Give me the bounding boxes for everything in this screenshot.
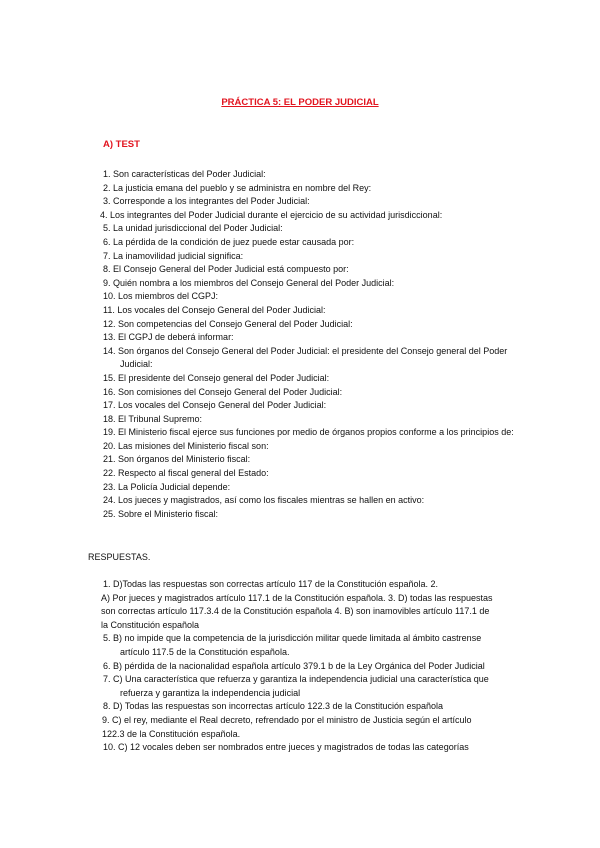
answer-item: 6. B) pérdida de la nacionalidad española artículo 379.1 b de la Ley Orgánica del Poder Judicial: [103, 660, 485, 671]
question-item: 14. Son órganos del Consejo General del Poder Judicial: el presidente del Consejo general del Poder Judicial:: [103, 345, 508, 370]
question-item: 22. Respecto al fiscal general del Estado:: [103, 468, 269, 479]
question-item: 11. Los vocales del Consejo General del Poder Judicial:: [103, 304, 326, 315]
answer-item: 7. C) Una característica que refuerza y garantiza la independencia judicial una característica que refuerza y garantiza la independencia judicial: [103, 674, 489, 698]
question-item: 23. La Policía Judicial depende:: [103, 481, 231, 492]
question-item: 12. Son competencias del Consejo General del Poder Judicial:: [103, 318, 353, 329]
answer-list: [103, 578, 495, 755]
question-item: 19. El Ministerio fiscal ejerce sus funciones por medio de órganos propios conforme a los principios de:: [103, 427, 514, 438]
question-item: 5. La unidad jurisdiccional del Poder Judicial:: [103, 223, 283, 234]
question-item: 16. Son comisiones del Consejo General del Poder Judicial:: [103, 386, 343, 397]
question-item: 21. Son órganos del Ministerio fiscal:: [103, 454, 251, 465]
question-item: 8. El Consejo General del Poder Judicial está compuesto por:: [103, 264, 349, 275]
question-list: [100, 168, 523, 521]
question-item: 20. Las misiones del Ministerio fiscal son:: [103, 440, 269, 451]
page-title: PRÁCTICA 5: EL PODER JUDICIAL: [221, 97, 379, 108]
question-item: 13. El CGPJ de deberá informar:: [103, 332, 234, 343]
question-item: 7. La inamovilidad judicial significa:: [103, 250, 244, 261]
section-heading: A) TEST: [103, 139, 140, 150]
question-item: 3. Corresponde a los integrantes del Poder Judicial:: [103, 196, 310, 207]
question-item: 18. El Tribunal Supremo:: [103, 413, 203, 424]
question-item: 9. Quién nombra a los miembros del Consejo General del Poder Judicial:: [103, 277, 395, 288]
answer-item: 10. C) 12 vocales deben ser nombrados entre jueces y magistrados de todas las categorías: [103, 742, 469, 753]
answer-item: A) Por jueces y magistrados artículo 117.1 de la Constitución española. 3. D) todas las respuestas son correctas artículo 117.3.4 de la Constitución española 4. B) son inamovibles artículo 117.1 de la Constitución española: [101, 592, 493, 630]
question-item: 25. Sobre el Ministerio fiscal:: [103, 508, 219, 519]
answer-item: 5. B) no impide que la competencia de la jurisdicción militar quede limitada al ámbito castrense artículo 117.5 de la Constitución española.: [103, 633, 482, 657]
question-item: 4. Los integrantes del Poder Judicial durante el ejercicio de su actividad jurisdiccional:: [100, 209, 443, 220]
question-item: 15. El presidente del Consejo general del Poder Judicial:: [103, 372, 330, 383]
question-item: 1. Son características del Poder Judicial:: [103, 169, 266, 179]
answer-item: 9. C) el rey, mediante el Real decreto, refrendado por el ministro de Justicia según el artículo 122.3 de la Constitución española.: [102, 714, 472, 739]
question-item: 17. Los vocales del Consejo General del Poder Judicial:: [103, 400, 327, 411]
responses-label: RESPUESTAS.: [88, 552, 151, 562]
question-item: 6. La pérdida de la condición de juez puede estar causada por:: [103, 236, 355, 247]
question-item: 2. La justicia emana del pueblo y se administra en nombre del Rey:: [103, 182, 372, 193]
answer-item: 8. D) Todas las respuestas son incorrectas artículo 122.3 de la Constitución española: [103, 701, 444, 712]
question-item: 24. Los jueces y magistrados, así como los fiscales mientras se hallen en activo:: [103, 495, 425, 506]
question-item: 10. Los miembros del CGPJ:: [103, 291, 219, 302]
answer-item: 1. D)Todas las respuestas son correctas artículo 117 de la Constitución española. 2.: [103, 579, 439, 589]
